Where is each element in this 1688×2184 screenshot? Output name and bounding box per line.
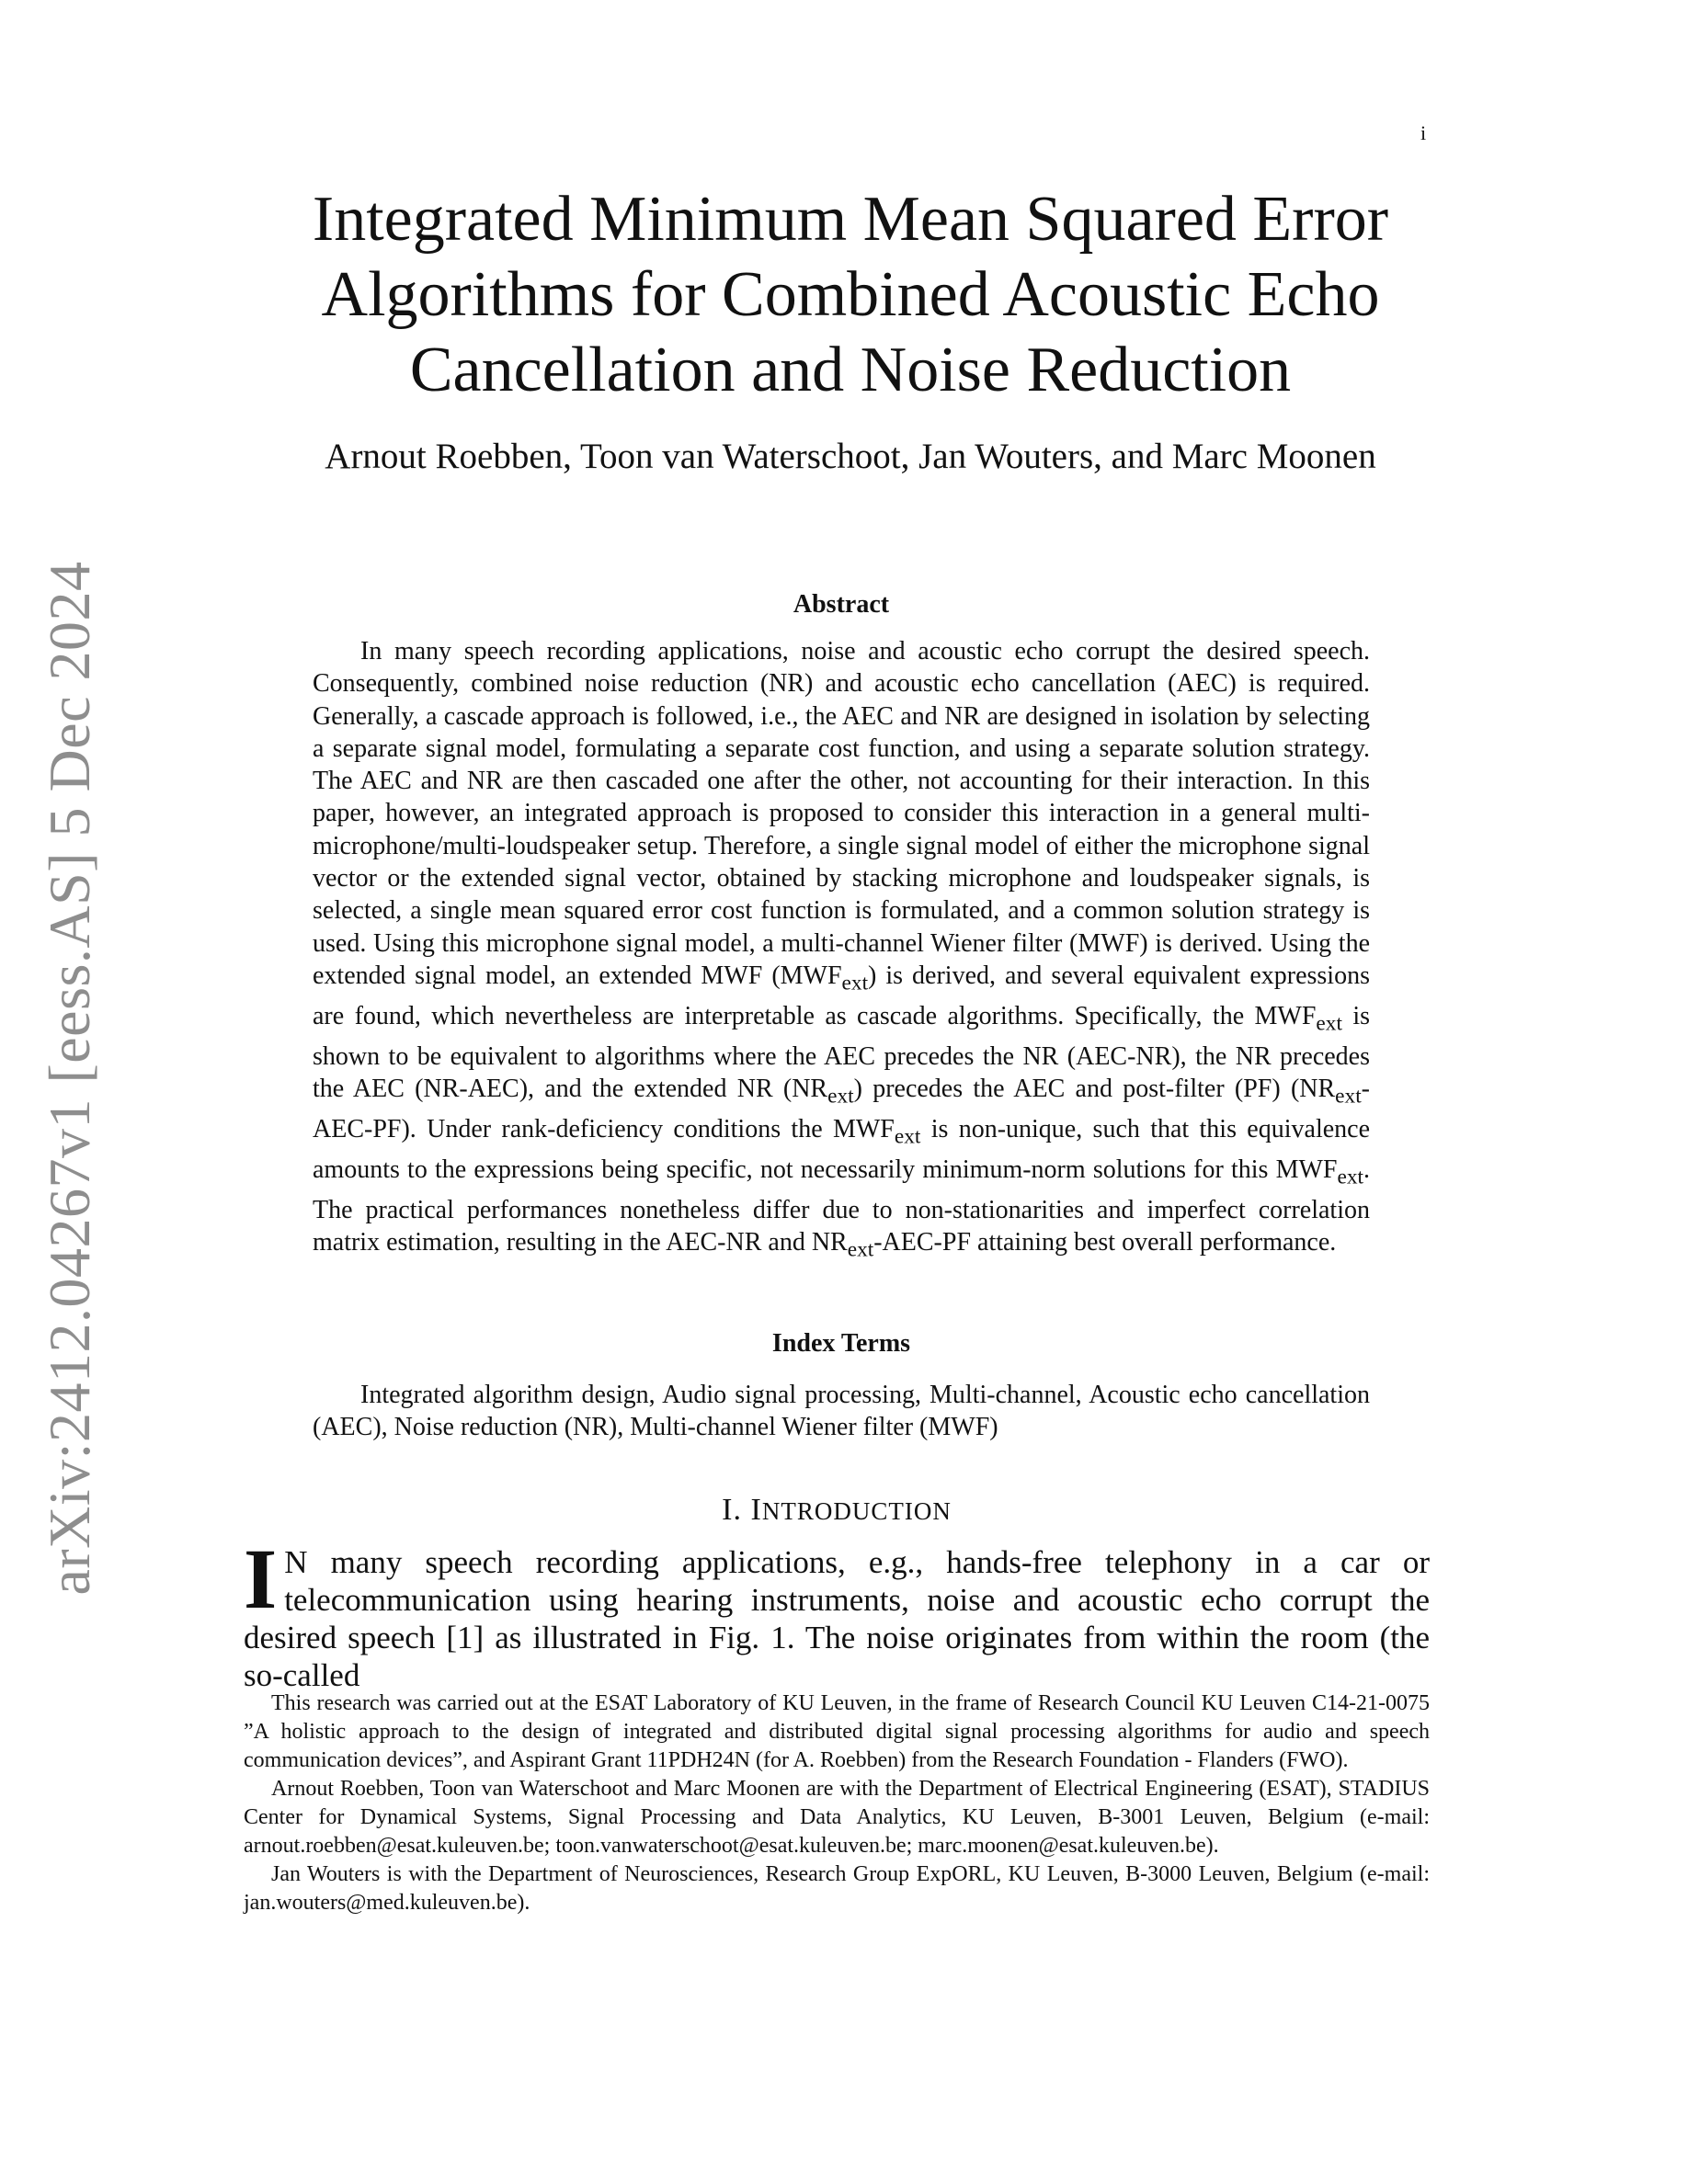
abstract-heading: Abstract — [793, 590, 890, 619]
author-list: Arnout Roebben, Toon van Waterschoot, Jan Wouters, and Marc Moonen — [325, 437, 1376, 476]
introduction-text: N many speech recording applications, e.g., hands-free telephony in a car or telecommunication using hearing instruments, noise and acoustic echo corrupt the desired speech [1] as illustrated in Fig. 1. The noise originates from within the room (the so-called — [244, 1544, 1430, 1693]
arxiv-identifier-stamp: arXiv:2412.04267v1 [eess.AS] 5 Dec 2024 — [37, 561, 102, 1596]
heading-small-caps: NTRODUCTION — [761, 1497, 952, 1525]
footnote-funding: This research was carried out at the ESAT Laboratory of KU Leuven, in the frame of Research Council KU Leuven C14-21-0075 ”A holistic approach to the design of integrated and distributed digital signal processing algorithms for audio and speech communication devices”, and Aspirant Grant 11PDH24N (for A. Roebben) from the Research Foundation - Flanders (FWO). — [244, 1691, 1430, 1772]
subscript-ext: ext — [1337, 1165, 1363, 1189]
subscript-ext: ext — [847, 1237, 874, 1262]
section-numeral: I. — [722, 1493, 742, 1527]
abstract-text-part: is non-unique, such that this equivalence amounts to the expressions being specific, not necessarily minimum-norm solutions for this MWF — [313, 1114, 1371, 1184]
footnote-affiliation-neurosciences: Jan Wouters is with the Department of Neurosciences, Research Group ExpORL, KU Leuven, B-3000 Leuven, Belgium (e-mail: jan.wouters@med.kuleuven.be). — [244, 1862, 1430, 1915]
subscript-ext: ext — [1316, 1011, 1342, 1036]
page-number: i — [1420, 121, 1427, 144]
index-terms-heading: Index Terms — [771, 1329, 911, 1358]
heading-initial: I — [750, 1493, 762, 1527]
abstract-text-part: In many speech recording applications, noise and acoustic echo corrupt the desired speech. Consequently, combined noise reduction (NR) and acoustic echo cancellation (AEC) is required. Generally, a cascade approach is followed, i.e., the AEC and NR are designed in isolation by selecting a separate signal model, formulating a separate cost function, and using a separate solution strategy. The AEC and NR are then cascaded one after the other, not accounting for their interaction. In this paper, however, an integrated approach is proposed to consider this interaction in a general multi-microphone/multi-loudspeaker setup. Therefore, a single signal model of either the microphone signal vector or the extended signal vector, obtained by stacking microphone and loudspeaker signals, is selected, a single mean squared error cost function is formulated, and a common solution strategy is used. Using this microphone signal model, a multi-channel Wiener filter (MWF) is derived. Using the extended signal model, an extended MWF (MWF — [313, 637, 1370, 990]
title-line-2: Algorithms for Combined Acoustic Echo — [321, 259, 1380, 330]
subscript-ext: ext — [894, 1124, 921, 1149]
subscript-ext: ext — [841, 971, 869, 995]
abstract-text-part: . The practical performances nonetheless differ due to non-stationarities and imperfect correlation matrix estimation, resulting in the AEC-NR and NR — [313, 1155, 1370, 1257]
introduction-heading — [244, 1493, 1430, 1528]
drop-cap: I — [244, 1532, 278, 1627]
paper-title — [239, 182, 1462, 408]
subscript-ext: ext — [827, 1084, 854, 1109]
abstract-text-part: -AEC-PF). Under rank-deficiency conditions the MWF — [313, 1075, 1370, 1143]
title-line-3: Cancellation and Noise Reduction — [409, 335, 1292, 405]
introduction-body — [244, 1532, 1430, 1694]
title-line-1: Integrated Minimum Mean Squared Error — [312, 184, 1389, 255]
footnote-affiliation-esat: Arnout Roebben, Toon van Waterschoot and Marc Moonen are with the Department of Electrical Engineering (ESAT), STADIUS Center for Dynamical Systems, Signal Processing and Data Analytics, KU Leuven, B-3001 Leuven, Belgium (e-mail: arnout.roebben@esat.kuleuven.be; toon.vanwaterschoot@esat.kuleuven.be; marc.moonen@esat.kuleuven.be). — [244, 1777, 1430, 1858]
abstract-text-part: ) is derived, and several equivalent expressions are found, which nevertheless are interpretable as cascade algorithms. Specifically, the MWF — [313, 961, 1370, 1030]
abstract-body — [313, 635, 1370, 1267]
abstract-text-part: ) precedes the AEC and post-filter (PF) (NR — [853, 1075, 1336, 1104]
abstract-text-part: is shown to be equivalent to algorithms where the AEC precedes the NR (AEC-NR), the NR precedes the AEC (NR-AEC), and the extended NR (NR — [313, 1001, 1370, 1104]
footnotes — [244, 1689, 1430, 1917]
subscript-ext: ext — [1335, 1084, 1362, 1109]
abstract-text-part: -AEC-PF attaining best overall performance. — [873, 1228, 1337, 1257]
index-terms-body: Integrated algorithm design, Audio signal processing, Multi-channel, Acoustic echo cancellation (AEC), Noise reduction (NR), Multi-channel Wiener filter (MWF) — [313, 1381, 1370, 1441]
